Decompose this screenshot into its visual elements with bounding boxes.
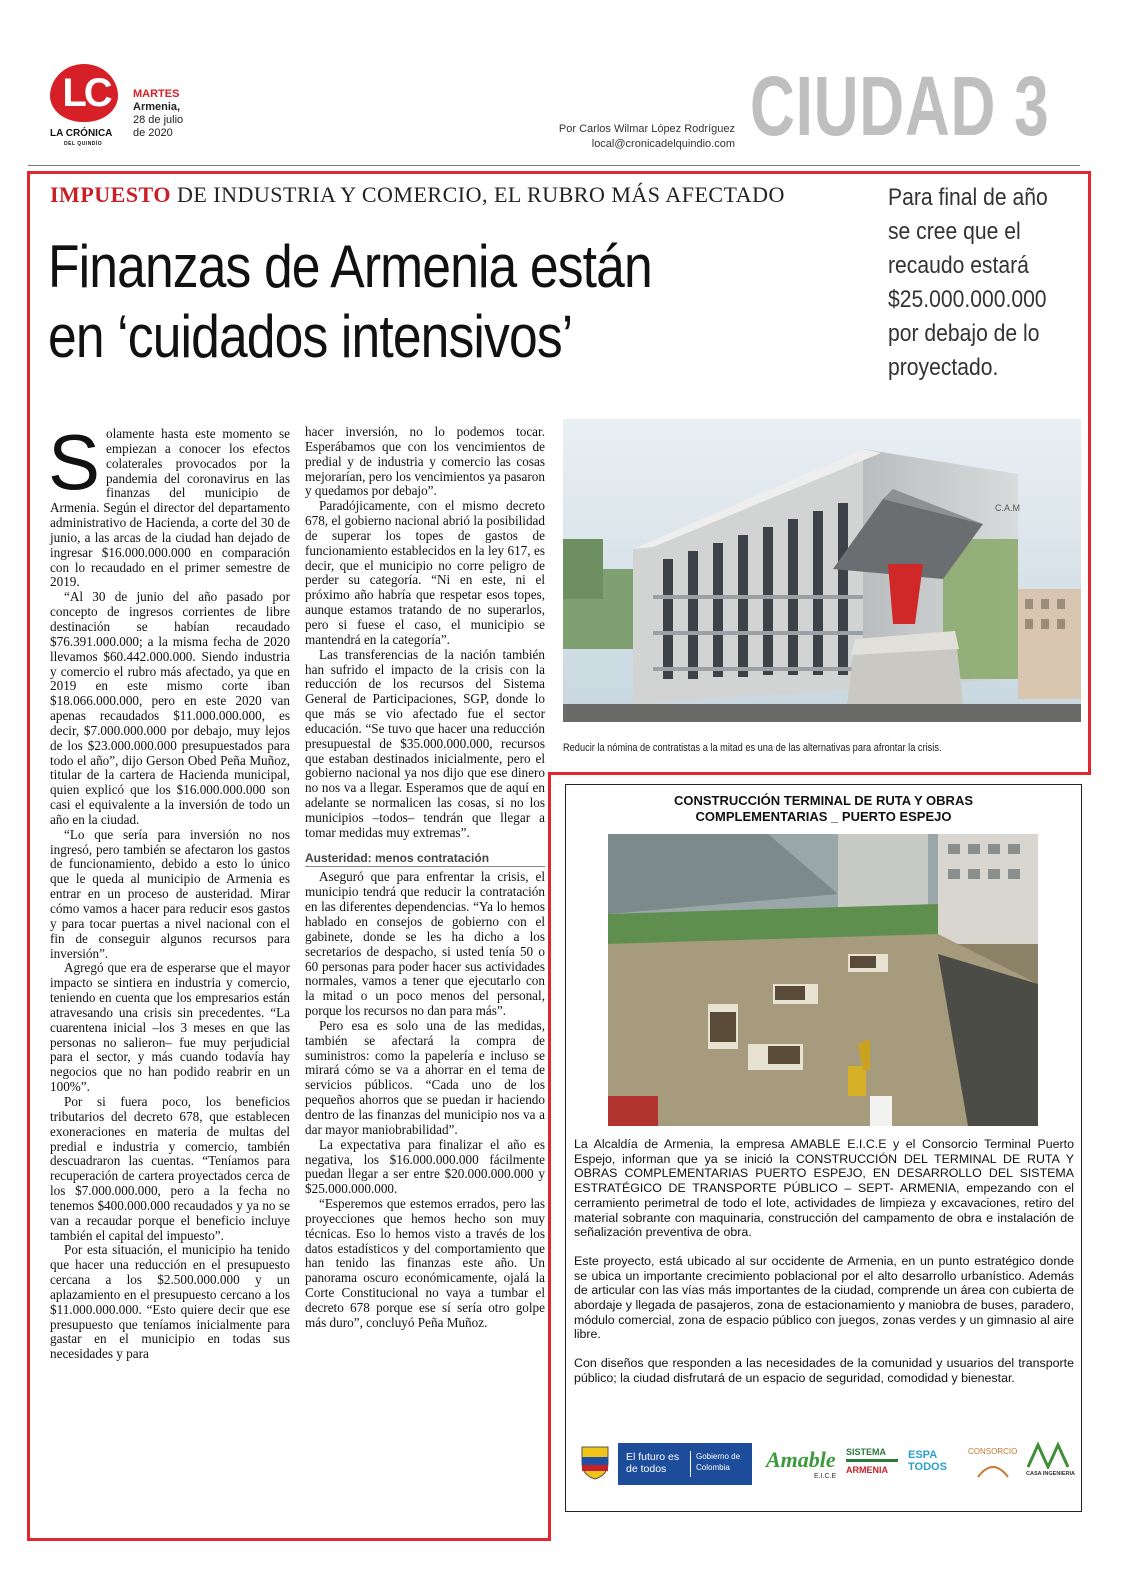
logo-espacio: ESPA TODOS — [908, 1449, 947, 1473]
logo-amable: Amable — [766, 1447, 836, 1472]
kicker-rest: DE INDUSTRIA Y COMERCIO, EL RUBRO MÁS AFECTADO — [176, 182, 785, 207]
consorcio-logo — [962, 1441, 1024, 1485]
newspaper-logo — [50, 64, 124, 152]
amable-logo — [766, 1441, 844, 1485]
coat-of-arms-logo — [578, 1441, 614, 1485]
paragraph: “Esperemos que estemos errados, pero las proyecciones que hemos hecho son muy técnicas. Eso lo hemos visto a través de los datos estadísticos y del comportamiento que han tenido las finanzas este año. Un panorama oscuro económicamente, ojalá la Corte Constitucional no vaya a tumbar el decreto 678 porque ese sí sería otro golpe más duro”, concluyó Peña Muñoz. — [305, 1196, 545, 1330]
logo-futuro: El futuro es de todos — [626, 1451, 680, 1475]
paragraph: hacer inversión, no lo podemos tocar. Esperábamos que con los vencimientos de predial y de industria y comercio las cosas mejorarían, pero los vencimientos ya pasaron y quedamos por debajo”. — [305, 424, 545, 499]
article-frame-divider — [548, 772, 1091, 775]
masthead-rule — [28, 165, 1080, 166]
advertisement — [565, 784, 1082, 1512]
headline-line-2: en ‘cuidados intensivos’ — [48, 303, 573, 370]
paragraph: “Lo que sería para inversión no nos ingresó, pero también se afectaron los gastos de funcionamiento, debido a esto lo único que le queda al municipio de Armenia es entrar en un proceso de austeridad. Mirar cómo vamos a hacer para reducir esos gastos y para tocar puertas a nivel nacional con el fin de conseguir algunos recursos para inversión”. — [50, 826, 290, 961]
logo-subtitle: DEL QUINDÍO — [64, 141, 103, 147]
kicker-lead: IMPUESTO — [50, 182, 171, 207]
ad-title-line-1: CONSTRUCCIÓN TERMINAL DE RUTA Y OBRAS — [673, 793, 973, 808]
paragraph: Paradójicamente, con el mismo decreto 678, el gobierno nacional abrió la posibilidad de superar los topes de gastos de funcionamiento establecidos en la ley 617, es decir, que el municipio no corre peligro de perder su categoría. “Ni en este, ni el próximo año habría que respetar esos topes, aunque estamos tratando de no superarlos, pero si fuese el caso, el municipio se mantendrá en la categoría”. — [305, 498, 545, 647]
logo-divider — [690, 1451, 691, 1477]
subheading: Austeridad: menos contratación — [305, 851, 545, 868]
consorcio-icon — [976, 1457, 1010, 1479]
byline-author: Por Carlos Wilmar López Rodríguez — [558, 123, 735, 135]
construction-photo — [608, 834, 1038, 1126]
dateline-day: MARTES — [133, 88, 180, 100]
building-photo — [563, 419, 1081, 722]
ad-title — [566, 793, 1081, 825]
paragraph: Pero esa es solo una de las medidas, también se afectará la compra de suministros: como la papelería e incluso se mirará cómo se va a ahorrar en el tema de servicios públicos. “Cada uno de los pequeños ahorros que se puedan ir haciendo dentro de las finanzas del municipio nos va a dar mayor maniobrabilidad”. — [305, 1017, 545, 1137]
byline-email: local@cronicadelquindio.com — [591, 138, 735, 150]
paragraph: “Al 30 de junio del año pasado por concepto de ingresos corrientes de libre destinación se habían recaudado $76.391.000.000; a la misma fecha de 2020 llevamos $60.442.000.000. Siendo industria y comercio el rubro más afectado, ya que en 2019 en este mismo corte iban $18.066.000.000, pero en este 2020 van apenas recaudados $11.000.000.000, es decir, $7.000.000.000 por debajo, muy lejos de los $23.000.000.000 presupuestados para todo el año”, dijo Gerson Obed Peña Muñoz, titular de la cartera de Hacienda municipal, quien explicó que los $16.000.000.000 son casi el equivalente a la inversión de todo un año en la ciudad. — [50, 589, 290, 827]
logo-sistema-sub: ARMENIA — [846, 1465, 888, 1475]
paragraph: Por si fuera poco, los beneficios tributarios del decreto 678, que establecen exoneraciones en materia de multas del predial e industria y comercio, también descuadraron las cuentas. “Teníamos para recuperación de cartera proyectados cerca de los $7.000.000.000, pero a la fecha no tenemos $400.000.000 recaudados y ya no se van a recaudar porque el beneficio incluye también el capital del impuesto”. — [50, 1093, 290, 1243]
ad-paragraph: Con diseños que responden a las necesidades de la comunidad y usuarios del transporte público; la ciudad disfrutará de un espacio de seguridad, comodidad y bienestar. — [574, 1356, 1074, 1385]
paragraph: Las transferencias de la nación también han sufrido el impacto de la crisis con la reducción de los recursos del Sistema General de Participaciones, SGP, donde lo que más se vio afectado fue el sector educación. “Se tuvo que hacer una reducción presupuestal de $35.000.000.000, recursos que estaban destinados inicialmente, pero el gobierno nacional ya nos dijo que ese dinero no nos va a llegar. Esperamos que de aquí en adelante se normalicen las cosas, si no los municipios –todos– tendrán que llegar a tomar medidas muy extremas”. — [305, 646, 545, 840]
logo-gobierno: Gobierno de Colombia — [696, 1452, 741, 1472]
espacio-logo — [908, 1441, 958, 1485]
dateline-date: 28 de julio — [133, 114, 184, 126]
ad-paragraph: Este proyecto, está ubicado al sur occidente de Armenia, en un punto estratégico donde se ubica un importante crecimiento poblacional por el alto desarrollo urbanístico. Además de articular con las vías más importantes de la ciudad, comprende un área con cubierta de abordaje y llegada de pasajeros, zona de estacionamiento y maniobra de buses, paradero, módulo comercial, zona de espacio público con juegos, zonas verdes y un gimnasio al aire libre. — [574, 1253, 1074, 1342]
drop-cap: S — [48, 418, 101, 506]
dateline-year: de 2020 — [133, 127, 173, 139]
headline-line-1: Finanzas de Armenia están — [48, 233, 652, 300]
article-column-2 — [305, 425, 545, 1331]
article-column-1 — [48, 418, 290, 1362]
logo-letters: LC — [62, 71, 110, 115]
byline — [520, 122, 735, 152]
casa-ingenieria-logo — [1026, 1441, 1074, 1485]
logo-consorcio: CONSORCIO — [968, 1447, 1018, 1456]
dateline — [133, 88, 183, 140]
dateline-city: Armenia, — [133, 101, 181, 113]
building-illustration — [563, 419, 1081, 722]
logo-bar — [846, 1459, 898, 1462]
kicker — [50, 182, 785, 208]
paragraph: Aseguró que para enfrentar la crisis, el municipio tendrá que reducir la contratación en las diferentes dependencias. “Ya lo hemos hablado en consejos de gobierno con el gabinete, donde se les ha dicho a los secretarios de despacho, si usted tenía 50 o 60 personas para poder hacer sus actividades normales, vamos a tener que ejecutarlo con la mitad o un poco menos del personal, porque los recursos no dan para más”. — [305, 869, 545, 1019]
logo-amable-sub: E.I.C.E — [814, 1473, 837, 1480]
sistema-logo — [846, 1441, 902, 1485]
photo-caption: Reducir la nómina de contratistas a la mitad es una de las alternativas para afrontar la crisis. — [563, 742, 942, 754]
paragraph: Agregó que era de esperarse que el mayor impacto se sintiera en industria y comercio, teniendo en cuenta que los empresarios están atravesando una crisis sin precedentes. “La cuarentena inicial –los 3 meses en que las personas no salieron– fue muy perjudicial para el sector, y más cuando todavía hay negocios que no han podido reabrir en un 100%”. — [50, 960, 290, 1095]
logo-name: LA CRÓNICA — [50, 128, 113, 139]
coat-of-arms-icon — [578, 1441, 612, 1481]
svg-text:C.A.M: C.A.M — [995, 503, 1021, 513]
paragraph: Por esta situación, el municipio ha tenido que hacer una reducción en el presupuesto cercana a los $2.500.000.000 y un aplazamiento en el presupuesto cercano a los $11.000.000.000. “Esto quiere decir que ese presupuesto que teníamos inicialmente para gastar en el municipio en todas sus necesidades y para — [50, 1242, 290, 1362]
deck: Para final de año se cree que el recaudo estará $25.000.000.000 por debajo de lo proyectado. — [888, 184, 1048, 381]
paragraph: La expectativa para finalizar el año es negativa, los $16.000.000.000 fácilmente puedan llegar a ser entre $20.000.000.000 y $25.000.000.000. — [305, 1136, 545, 1197]
casa-icon — [1026, 1441, 1070, 1469]
ad-paragraph: La Alcaldía de Armenia, la empresa AMABLE E.I.C.E y el Consorcio Terminal Puerto Espejo, informan que ya se inició la CONSTRUCCIÓN DEL TERMINAL DE RUTA Y OBRAS COMPLEMENTARIAS PUERTO ESPEJO, EN DESARROLLO DEL SISTEMA ESTRATÉGICO DE TRANSPORTE PÚBLICO – SEPT- ARMENIA, empezando con el cerramiento perimetral de todo el lote, actividades de limpieza y excavaciones, retiro del material sobrante con maquinaria, construcción del campamento de obra e instalación de señalización preventiva de obra. — [574, 1137, 1074, 1240]
construction-illustration — [608, 834, 1038, 1126]
section-title: CIUDAD 3 — [750, 59, 1050, 153]
ad-body — [574, 1137, 1074, 1400]
headline — [48, 232, 753, 372]
ad-title-line-2: COMPLEMENTARIAS _ PUERTO ESPEJO — [695, 809, 952, 824]
sponsor-logos — [574, 1441, 1074, 1489]
logo-casa: CASA INGENIERIA — [1026, 1471, 1075, 1477]
paragraph — [48, 418, 290, 590]
paragraph-text: olamente hasta este momento se empiezan a conocer los efectos colaterales provocados por la pandemia del coronavirus en las finanzas del municipio de Armenia. Según el director del departamento administrativo de Hacienda, a corte del 30 de junio, a las arcas de la ciudad han dejado de ingresar $16.000.000.000 en comparación con lo recaudado en el primer semestre de 2019. — [50, 426, 290, 590]
logo-sistema: SISTEMA — [846, 1447, 887, 1457]
gobierno-logo — [618, 1443, 752, 1485]
